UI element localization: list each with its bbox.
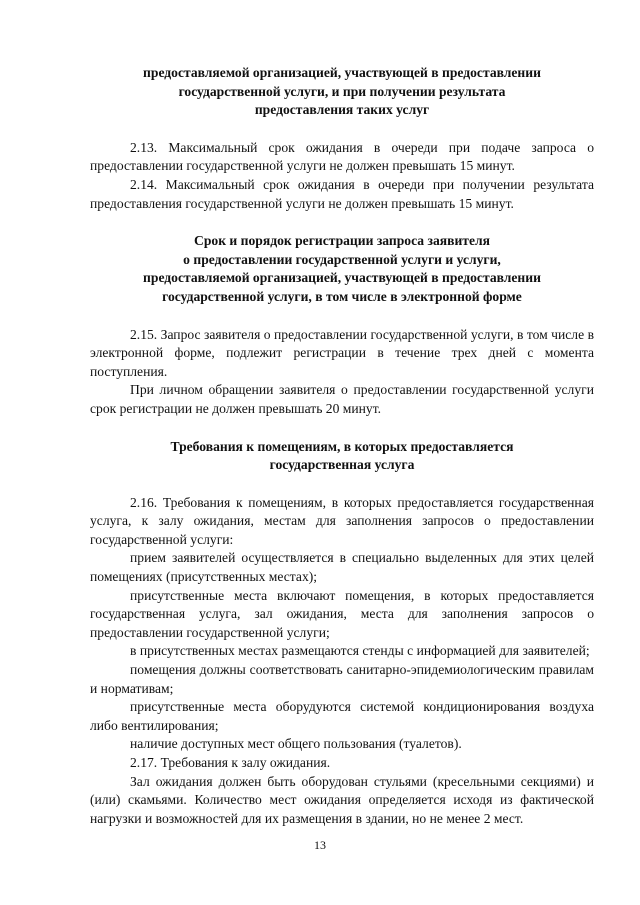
heading-line: Срок и порядок регистрации запроса заявителя — [194, 233, 490, 249]
paragraph-2-14: 2.14. Максимальный срок ожидания в очереди при получении результата предоставления государственной услуги не должен превышать 15 минут. — [90, 176, 594, 211]
paragraph-presence-places: присутственные места включают помещения, в которых предоставляется государственная услуга, зал ожидания, места для заполнения запросов о предоставлении государственной услуги; — [90, 587, 594, 640]
heading-line: о предоставлении государственной услуги и услуги, — [183, 251, 501, 267]
paragraph-waiting-hall: Зал ожидания должен быть оборудован стульями (кресельными секциями) и (или) скамьями. Количество мест ожидания определяется исходя из фактической нагрузки и возможностей для их размещения в здании, но не менее 2 мест. — [90, 773, 594, 826]
heading-line: Требования к помещениям, в которых предоставляется — [170, 438, 514, 454]
paragraph-2-15: 2.15. Запрос заявителя о предоставлении государственной услуги, в том числе в электронной форме, подлежит регистрации в течение трех дней с момента поступления. — [90, 326, 594, 379]
heading-line: предоставляемой организацией, участвующей в предоставлении — [143, 65, 541, 80]
section-heading-queue-time — [90, 64, 594, 120]
paragraph-reception: прием заявителей осуществляется в специально выделенных для этих целей помещениях (присутственных местах); — [90, 550, 594, 585]
paragraph-info-stands: в присутственных местах размещаются стенды с информацией для заявителей; — [130, 643, 590, 659]
paragraph-ventilation: присутственные места оборудуются системой кондиционирования воздуха либо вентилирования; — [90, 699, 594, 733]
heading-line: государственной услуги, и при получении результата — [178, 83, 506, 99]
paragraph-registration-time: При личном обращении заявителя о предоставлении государственной услуги срок регистрации не должен превышать 20 минут. — [90, 382, 594, 416]
paragraph-sanitary: помещения должны соответствовать санитарно-эпидемиологическим правилам и нормативам; — [90, 662, 594, 696]
paragraph-2-16: 2.16. Требования к помещениям, в которых предоставляется государственная услуга, к залу ожидания, местам для заполнения запросов о предоставлении государственной услуги: — [90, 494, 594, 547]
heading-line: предоставления таких услуг — [254, 102, 430, 118]
section-heading-registration — [90, 232, 594, 306]
paragraph-2-17: 2.17. Требования к залу ожидания. — [130, 755, 331, 770]
page-number: 13 — [314, 838, 326, 852]
page-content — [90, 64, 594, 828]
paragraph-toilets: наличие доступных мест общего пользования (туалетов). — [130, 736, 462, 752]
section-heading-premises — [90, 438, 594, 475]
heading-line: государственная услуга — [269, 457, 415, 473]
paragraph-2-13: 2.13. Максимальный срок ожидания в очереди при подаче запроса о предоставлении государственной услуги не должен превышать 15 минут. — [90, 139, 594, 174]
heading-line: предоставляемой организацией, участвующей в предоставлении — [143, 270, 541, 286]
heading-line: государственной услуги, в том числе в электронной форме — [162, 288, 522, 304]
